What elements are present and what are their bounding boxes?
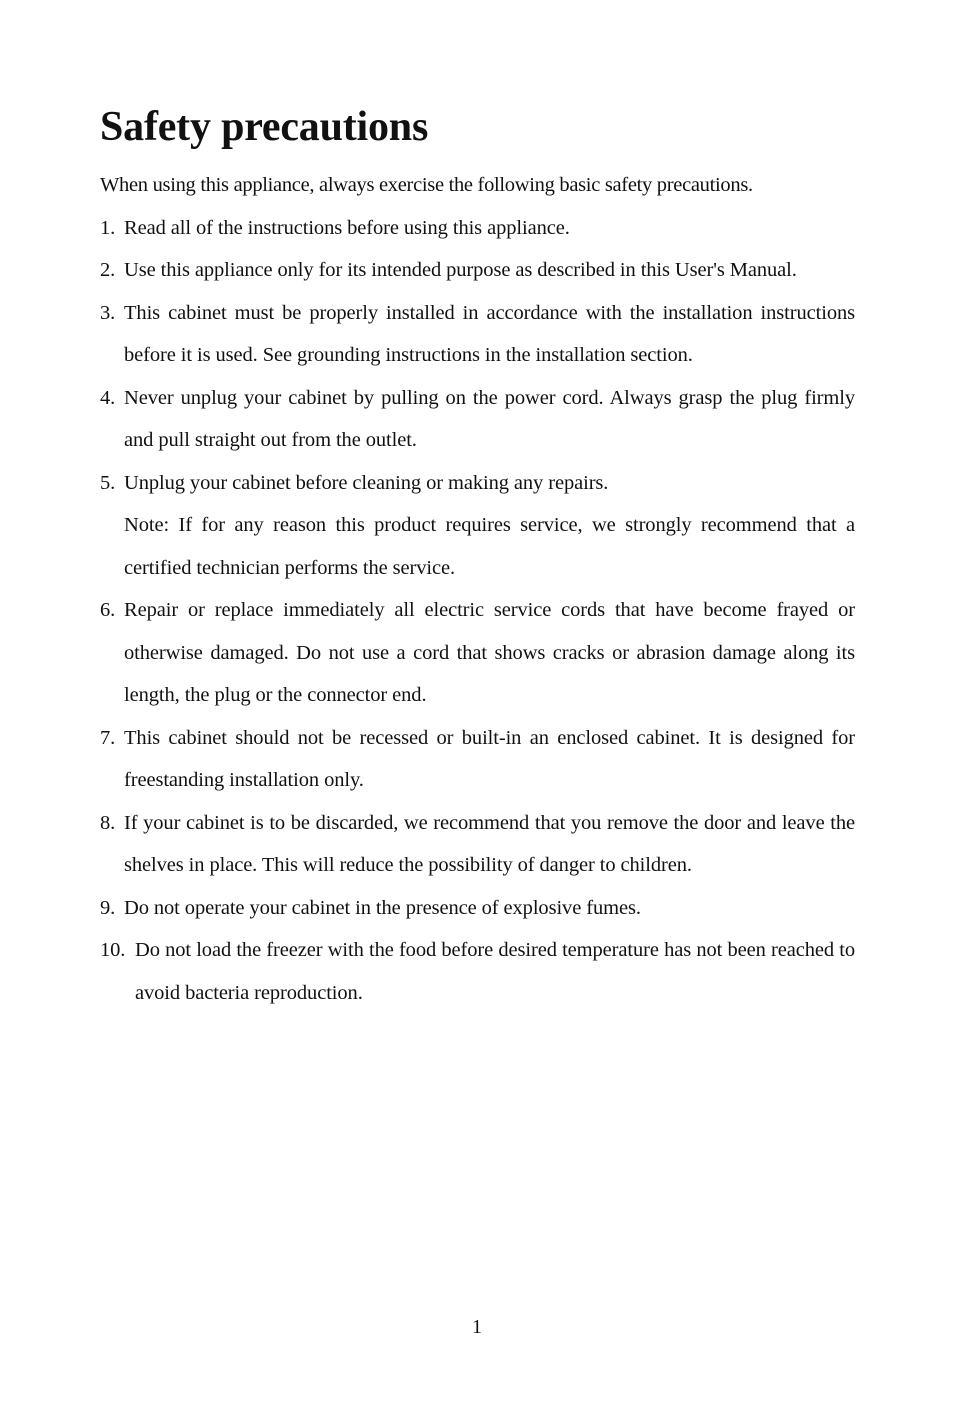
item-number: 6. bbox=[100, 599, 116, 621]
list-item bbox=[100, 717, 855, 802]
item-number: 4. bbox=[100, 386, 116, 409]
item-text: Unplug your cabinet before cleaning or making any repairs. bbox=[124, 471, 609, 494]
precautions-list bbox=[100, 207, 855, 1015]
list-item bbox=[100, 929, 855, 1014]
item-text: Use this appliance only for its intended purpose as described in this User's Manual. bbox=[124, 259, 797, 281]
list-item bbox=[100, 589, 855, 717]
item-number: 10. bbox=[100, 939, 126, 961]
item-number: 2. bbox=[100, 259, 116, 281]
page-title: Safety precautions bbox=[100, 104, 429, 150]
list-item bbox=[100, 292, 855, 377]
list-item bbox=[100, 802, 855, 887]
document-page bbox=[100, 100, 855, 1014]
item-number: 7. bbox=[100, 726, 116, 749]
item-number: 8. bbox=[100, 811, 116, 834]
item-number: 1. bbox=[100, 216, 116, 239]
item-text: If your cabinet is to be discarded, we recommend that you remove the door and leave the shelves in place. This will reduce the possibility of danger to children. bbox=[124, 811, 855, 876]
item-text: Repair or replace immediately all electric service cords that have become frayed or otherwise damaged. Do not use a cord that shows cracks or abrasion damage along its length, the plug or the connector end. bbox=[124, 599, 855, 706]
item-text: Never unplug your cabinet by pulling on the power cord. Always grasp the plug firmly and pull straight out from the outlet. bbox=[124, 386, 855, 451]
page-number: 1 bbox=[472, 1316, 482, 1338]
list-item bbox=[100, 207, 855, 250]
list-item bbox=[100, 462, 855, 590]
item-note: Note: If for any reason this product requires service, we strongly recommend that a certified technician performs the service. bbox=[124, 514, 855, 579]
item-text: Do not load the freezer with the food before desired temperature has not been reached to avoid bacteria reproduction. bbox=[135, 939, 855, 1004]
item-number: 5. bbox=[100, 471, 116, 494]
item-number: 9. bbox=[100, 896, 116, 919]
item-text: Do not operate your cabinet in the presence of explosive fumes. bbox=[124, 896, 641, 919]
intro-paragraph: When using this appliance, always exercise the following basic safety precautions. bbox=[100, 174, 753, 196]
list-item bbox=[100, 377, 855, 462]
item-text: Read all of the instructions before using this appliance. bbox=[124, 216, 570, 239]
item-number: 3. bbox=[100, 301, 116, 324]
list-item bbox=[100, 249, 855, 292]
item-text: This cabinet must be properly installed in accordance with the installation instructions before it is used. See grounding instructions in the installation section. bbox=[124, 301, 855, 366]
item-text: This cabinet should not be recessed or built-in an enclosed cabinet. It is designed for freestanding installation only. bbox=[124, 726, 855, 791]
list-item bbox=[100, 887, 855, 930]
